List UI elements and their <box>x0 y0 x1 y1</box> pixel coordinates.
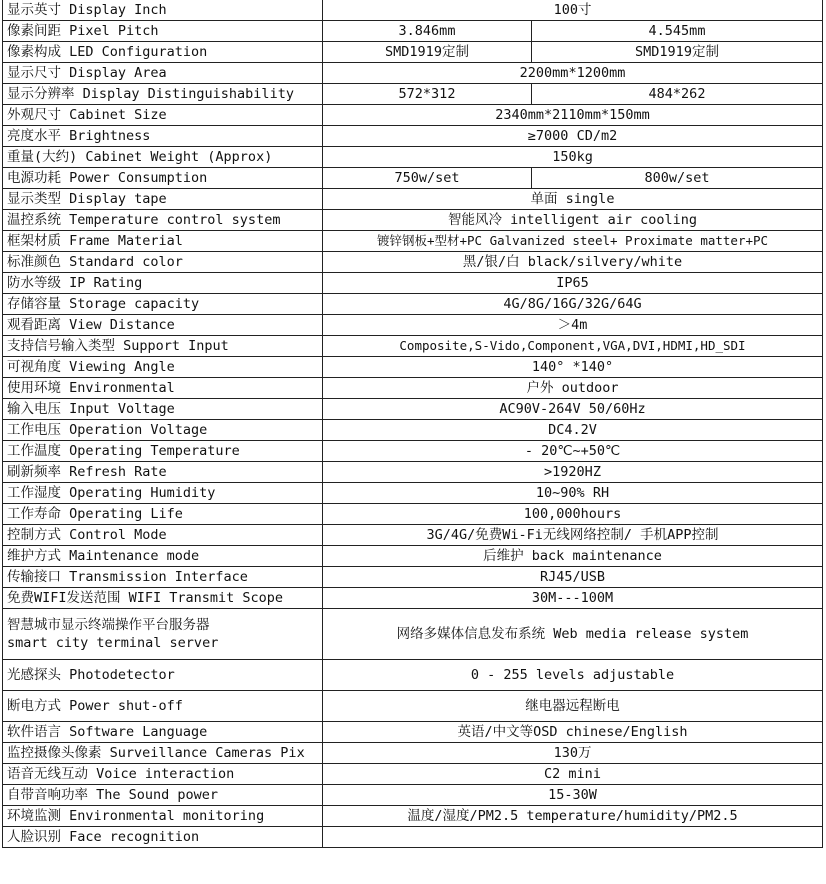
spec-value: 单面 single <box>323 189 823 210</box>
spec-label: 自带音响功率 The Sound power <box>3 785 323 806</box>
table-row <box>3 743 823 764</box>
spec-label: 工作寿命 Operating Life <box>3 504 323 525</box>
table-row <box>3 660 823 691</box>
spec-value: 3G/4G/免费Wi-Fi无线网络控制/ 手机APP控制 <box>323 525 823 546</box>
spec-value-b: 4.545mm <box>532 21 823 42</box>
spec-value: 网络多媒体信息发布系统 Web media release system <box>323 609 823 660</box>
spec-label: 使用环境 Environmental <box>3 378 323 399</box>
spec-label: 维护方式 Maintenance mode <box>3 546 323 567</box>
table-row <box>3 722 823 743</box>
spec-value-b: SMD1919定制 <box>532 42 823 63</box>
table-row <box>3 462 823 483</box>
spec-value-b: 484*262 <box>532 84 823 105</box>
table-row <box>3 399 823 420</box>
spec-value: 2340mm*2110mm*150mm <box>323 105 823 126</box>
spec-label: 刷新频率 Refresh Rate <box>3 462 323 483</box>
table-row <box>3 273 823 294</box>
table-row <box>3 764 823 785</box>
spec-value: 智能风冷 intelligent air cooling <box>323 210 823 231</box>
spec-value: AC90V-264V 50/60Hz <box>323 399 823 420</box>
table-row <box>3 336 823 357</box>
spec-value: IP65 <box>323 273 823 294</box>
table-row <box>3 294 823 315</box>
table-row <box>3 84 823 105</box>
spec-value: 150kg <box>323 147 823 168</box>
table-row <box>3 827 823 848</box>
spec-label: 免费WIFI发送范围 WIFI Transmit Scope <box>3 588 323 609</box>
spec-label: 重量(大约) Cabinet Weight (Approx) <box>3 147 323 168</box>
spec-label: 传输接口 Transmission Interface <box>3 567 323 588</box>
spec-label <box>3 609 323 660</box>
table-row <box>3 691 823 722</box>
spec-label: 亮度水平 Brightness <box>3 126 323 147</box>
table-row <box>3 441 823 462</box>
spec-value: 继电器远程断电 <box>323 691 823 722</box>
spec-value-a: 572*312 <box>323 84 532 105</box>
spec-label: 光感探头 Photodetector <box>3 660 323 691</box>
spec-label: 外观尺寸 Cabinet Size <box>3 105 323 126</box>
table-row <box>3 504 823 525</box>
spec-label: 框架材质 Frame Material <box>3 231 323 252</box>
spec-label: 输入电压 Input Voltage <box>3 399 323 420</box>
spec-label-line-1: 智慧城市显示终端操作平台服务器 <box>7 617 210 633</box>
spec-label: 断电方式 Power shut-off <box>3 691 323 722</box>
spec-label: 环境监测 Environmental monitoring <box>3 806 323 827</box>
spec-label: 可视角度 Viewing Angle <box>3 357 323 378</box>
spec-label: 观看距离 View Distance <box>3 315 323 336</box>
table-row <box>3 588 823 609</box>
spec-label: 显示尺寸 Display Area <box>3 63 323 84</box>
spec-label: 监控摄像头像素 Surveillance Cameras Pix <box>3 743 323 764</box>
spec-label: 温控系统 Temperature control system <box>3 210 323 231</box>
spec-value: 10~90% RH <box>323 483 823 504</box>
table-row <box>3 357 823 378</box>
table-row <box>3 525 823 546</box>
spec-label: 工作温度 Operating Temperature <box>3 441 323 462</box>
table-row <box>3 189 823 210</box>
spec-label: 工作电压 Operation Voltage <box>3 420 323 441</box>
table-row <box>3 126 823 147</box>
spec-value <box>323 827 823 848</box>
table-row <box>3 483 823 504</box>
table-row <box>3 420 823 441</box>
spec-value: Composite,S-Vido,Component,VGA,DVI,HDMI,HD_SDI <box>323 336 823 357</box>
spec-value: DC4.2V <box>323 420 823 441</box>
spec-label: 像素构成 LED Configuration <box>3 42 323 63</box>
spec-value: 100,000hours <box>323 504 823 525</box>
spec-value: 0 - 255 levels adjustable <box>323 660 823 691</box>
spec-value: >1920HZ <box>323 462 823 483</box>
table-row <box>3 785 823 806</box>
spec-value: 温度/湿度/PM2.5 temperature/humidity/PM2.5 <box>323 806 823 827</box>
spec-label: 电源功耗 Power Consumption <box>3 168 323 189</box>
table-row <box>3 210 823 231</box>
spec-value-a: 3.846mm <box>323 21 532 42</box>
table-row <box>3 147 823 168</box>
spec-label: 像素间距 Pixel Pitch <box>3 21 323 42</box>
spec-value: - 20℃~+50℃ <box>323 441 823 462</box>
table-row <box>3 21 823 42</box>
spec-value: C2 mini <box>323 764 823 785</box>
spec-value: 镀锌钢板+型材+PC Galvanized steel+ Proximate matter+PC <box>323 231 823 252</box>
spec-value: ≥7000 CD/m2 <box>323 126 823 147</box>
spec-label: 软件语言 Software Language <box>3 722 323 743</box>
spec-label: 存储容量 Storage capacity <box>3 294 323 315</box>
spec-label: 控制方式 Control Mode <box>3 525 323 546</box>
spec-value-a: 750w/set <box>323 168 532 189</box>
spec-label: 防水等级 IP Rating <box>3 273 323 294</box>
spec-value: 15-30W <box>323 785 823 806</box>
table-row <box>3 806 823 827</box>
spec-value: RJ45/USB <box>323 567 823 588</box>
spec-value: 4G/8G/16G/32G/64G <box>323 294 823 315</box>
spec-value: 户外 outdoor <box>323 378 823 399</box>
spec-label: 显示英寸 Display Inch <box>3 0 323 21</box>
table-row <box>3 0 823 21</box>
spec-value: 黑/银/白 black/silvery/white <box>323 252 823 273</box>
spec-label: 支持信号输入类型 Support Input <box>3 336 323 357</box>
spec-label: 显示类型 Display tape <box>3 189 323 210</box>
spec-value: 130万 <box>323 743 823 764</box>
table-row <box>3 546 823 567</box>
spec-value: 后维护 back maintenance <box>323 546 823 567</box>
table-row <box>3 252 823 273</box>
table-row <box>3 105 823 126</box>
spec-label: 标准颜色 Standard color <box>3 252 323 273</box>
spec-value: ＞4m <box>323 315 823 336</box>
spec-table <box>2 0 823 848</box>
spec-value-b: 800w/set <box>532 168 823 189</box>
table-row <box>3 63 823 84</box>
spec-value: 英语/中文等OSD chinese/English <box>323 722 823 743</box>
spec-value: 100寸 <box>323 0 823 21</box>
spec-label: 人脸识别 Face recognition <box>3 827 323 848</box>
spec-value: 140° *140° <box>323 357 823 378</box>
spec-value: 30M---100M <box>323 588 823 609</box>
spec-value: 2200mm*1200mm <box>323 63 823 84</box>
spec-label: 显示分辨率 Display Distinguishability <box>3 84 323 105</box>
spec-label: 工作湿度 Operating Humidity <box>3 483 323 504</box>
spec-label: 语音无线互动 Voice interaction <box>3 764 323 785</box>
spec-label-line-2: smart city terminal server <box>7 635 219 651</box>
spec-value-a: SMD1919定制 <box>323 42 532 63</box>
table-row <box>3 315 823 336</box>
table-row <box>3 378 823 399</box>
table-row <box>3 42 823 63</box>
table-row <box>3 231 823 252</box>
table-row <box>3 168 823 189</box>
table-row <box>3 567 823 588</box>
table-row <box>3 609 823 660</box>
